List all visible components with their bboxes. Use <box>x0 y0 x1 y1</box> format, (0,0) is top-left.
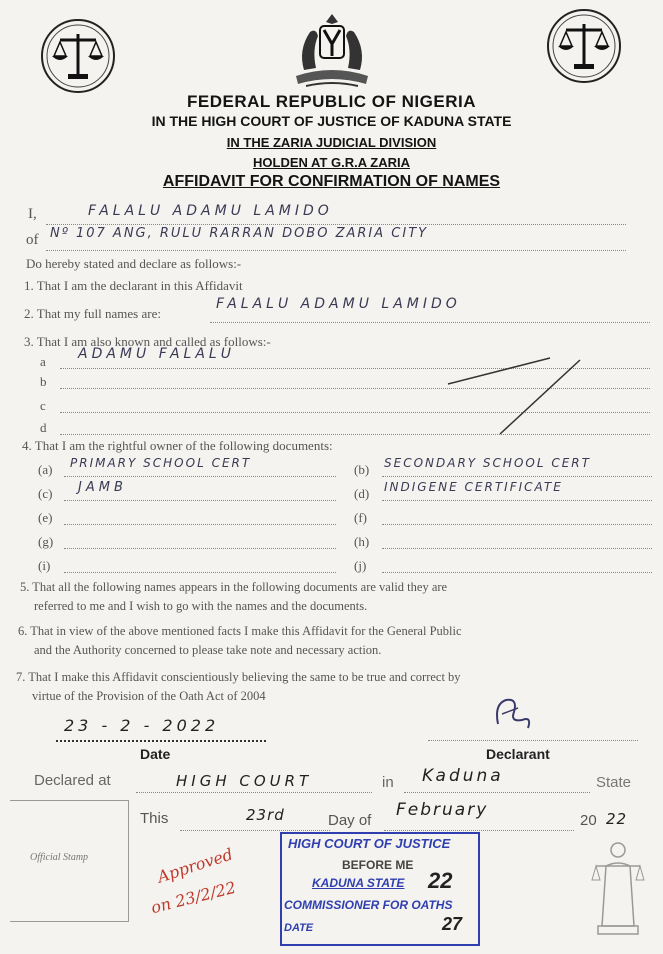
alias-a-letter: a <box>40 354 46 369</box>
full-name-field: FALALU ADAMU LAMIDO <box>216 296 461 312</box>
day-field: 23rd <box>246 806 285 824</box>
doc-d-field: INDIGENE CERTIFICATE <box>384 480 563 494</box>
doc-a-line <box>64 476 336 477</box>
declarant-signature-mark <box>488 694 536 734</box>
stamp-commissioner-text: COMMISSIONER FOR OATHS <box>284 898 453 912</box>
this-label: This <box>140 810 169 827</box>
division-heading: IN THE ZARIA JUDICIAL DIVISION <box>226 135 437 150</box>
year-field: 22 <box>606 810 628 828</box>
holden-heading: HOLDEN AT G.R.A ZARIA <box>253 155 410 170</box>
doc-i-letter: (i) <box>38 558 51 573</box>
address-line <box>46 250 626 251</box>
i-label: I, <box>28 206 37 222</box>
day-line <box>180 830 330 831</box>
stamp-before-me-text: BEFORE ME <box>342 858 414 872</box>
stamp-number-1: 22 <box>428 868 453 893</box>
name-line <box>46 224 626 225</box>
official-stamp-label: Official Stamp <box>30 852 89 863</box>
doc-j-line <box>382 572 652 573</box>
court-stamp <box>280 832 480 946</box>
of-label: of <box>26 232 39 248</box>
paragraph-6-line-2: and the Authority concerned to please take note and necessary action. <box>34 643 382 657</box>
doc-f-letter: (f) <box>354 510 367 525</box>
month-field: February <box>396 800 489 820</box>
court-heading: IN THE HIGH COURT OF JUSTICE OF KADUNA STATE <box>151 113 512 129</box>
stamp-court-text: HIGH COURT OF JUSTICE <box>288 836 451 851</box>
declared-state-field: Kaduna <box>422 766 504 786</box>
doc-b-field: SECONDARY SCHOOL CERT <box>384 456 591 470</box>
alias-c-letter: c <box>40 398 46 413</box>
day-of-label: Day of <box>328 812 372 829</box>
paragraph-4-label: 4. That I am the rightful owner of the following documents: <box>22 438 333 453</box>
doc-d-line <box>382 500 652 501</box>
doc-e-line <box>64 524 336 525</box>
stamp-date-text: DATE <box>284 922 314 934</box>
paragraph-5-line-2: referred to me and I wish to go with the names and the documents. <box>34 599 368 613</box>
stamp-number-2: 27 <box>442 914 463 934</box>
full-name-line <box>210 322 650 323</box>
scales-of-justice-right-emblem <box>544 6 624 91</box>
doc-f-line <box>382 524 652 525</box>
declared-place-field: HIGH COURT <box>176 772 313 790</box>
doc-h-letter: (h) <box>354 534 370 549</box>
coat-of-arms-emblem <box>286 10 378 97</box>
declare-text: Do hereby stated and declare as follows:- <box>26 256 242 271</box>
year-prefix: 20 <box>580 812 597 829</box>
place-line <box>136 792 372 793</box>
doc-g-line <box>64 548 336 549</box>
doc-a-letter: (a) <box>38 462 53 477</box>
paragraph-1: 1. That I am the declarant in this Affidavit <box>24 278 243 293</box>
address-field: Nº 107 ANG, RULU RARRAN DOBO ZARIA CITY <box>50 226 429 241</box>
doc-b-letter: (b) <box>354 462 370 477</box>
approval-note-line-2: on 23/2/22 <box>148 877 238 918</box>
doc-c-letter: (c) <box>38 486 53 501</box>
paragraph-2-label: 2. That my full names are: <box>24 306 161 321</box>
doc-e-letter: (e) <box>38 510 53 525</box>
date-label: Date <box>140 746 171 762</box>
declared-at-label: Declared at <box>34 772 111 789</box>
doc-g-letter: (g) <box>38 534 54 549</box>
alias-b-letter: b <box>40 374 47 389</box>
doc-d-letter: (d) <box>354 486 370 501</box>
doc-i-line <box>64 572 336 573</box>
declarant-name-field: FALALU ADAMU LAMIDO <box>88 203 333 219</box>
paragraph-7-line-1: 7. That I make this Affidavit conscientiously believing the same to be true and correct by <box>16 670 461 684</box>
signing-date-field: 23 - 2 - 2022 <box>64 716 220 735</box>
scales-of-justice-left-emblem <box>38 16 118 101</box>
paragraph-3-label: 3. That I am also known and called as follows:- <box>24 334 271 349</box>
doc-b-line <box>382 476 652 477</box>
paragraph-5-line-1: 5. That all the following names appears in the following documents are valid they are <box>20 580 448 594</box>
republic-heading: FEDERAL REPUBLIC OF NIGERIA <box>187 92 476 111</box>
declarant-line <box>428 740 638 741</box>
in-label: in <box>382 774 394 791</box>
date-line <box>56 740 266 742</box>
doc-h-line <box>382 548 652 549</box>
approval-note-line-1: Approved <box>154 844 236 887</box>
paragraph-6-line-1: 6. That in view of the above mentioned facts I make this Affidavit for the General Public <box>18 624 462 638</box>
doc-j-letter: (j) <box>354 558 367 573</box>
state-line <box>404 792 590 793</box>
lady-justice-emblem <box>588 836 648 940</box>
alias-a-field: ADAMU FALALU <box>78 346 235 362</box>
stamp-state-text: KADUNA STATE <box>312 876 405 890</box>
alias-cancellation-strokes <box>440 356 590 436</box>
doc-a-field: PRIMARY SCHOOL CERT <box>70 456 252 470</box>
state-label: State <box>596 774 632 791</box>
declarant-label: Declarant <box>486 746 550 762</box>
alias-d-letter: d <box>40 420 47 435</box>
paragraph-7-line-2: virtue of the Provision of the Oath Act of 2004 <box>32 689 266 703</box>
document-title: AFFIDAVIT FOR CONFIRMATION OF NAMES <box>162 173 501 190</box>
month-line <box>384 830 574 831</box>
doc-c-line <box>64 500 336 501</box>
doc-c-field: JAMB <box>78 480 127 495</box>
